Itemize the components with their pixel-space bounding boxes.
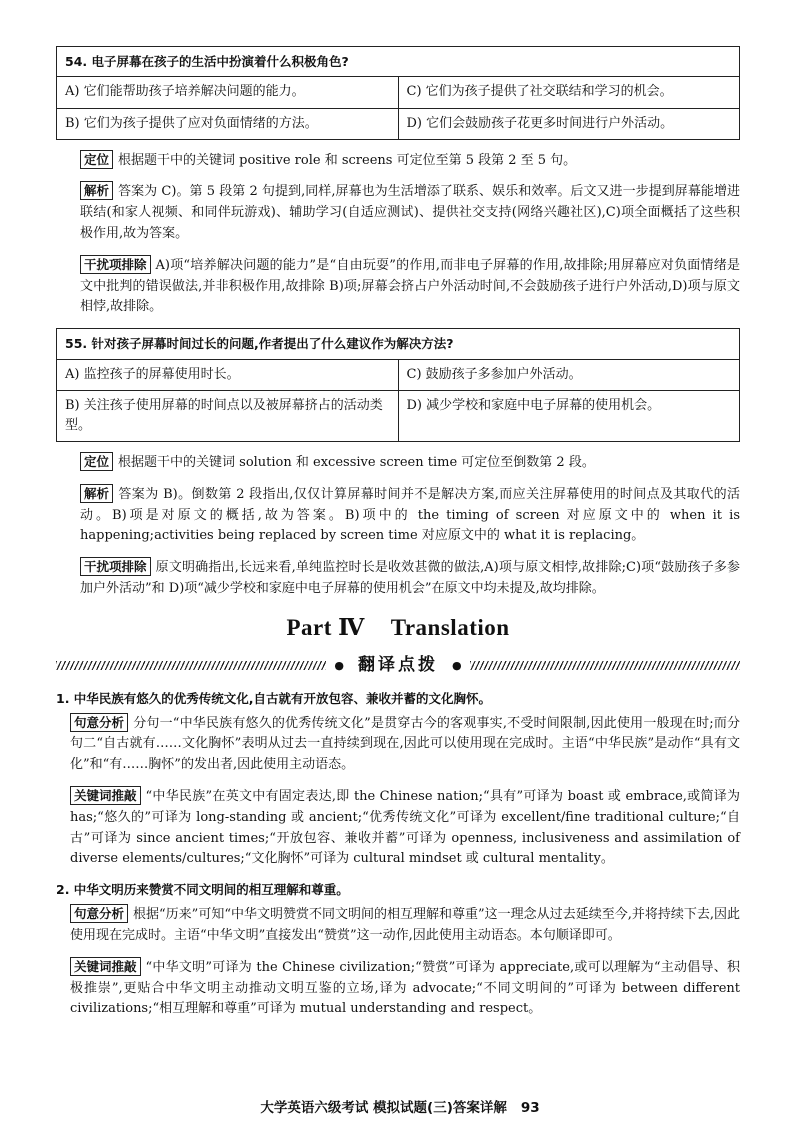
sentence-analysis-text: 分句一“中华民族有悠久的优秀传统文化”是贯穿古今的客观事实,不受时间限制,因此使用一般现在时;而分句二“自古就有……文化胸怀”表明从过去一直持续到现在,因此可以使用现在完成时。主语“中华民族”是动作“具有文化”和“有……胸怀”的发出者,因此使用主动语态。 xyxy=(70,715,740,773)
sentence-analysis-paragraph xyxy=(56,713,740,776)
question-55-stem: 55. 针对孩子屏幕时间过长的问题,作者提出了什么建议作为解决方法? xyxy=(57,329,740,359)
option-b: B) 它们为孩子提供了应对负面情绪的方法。 xyxy=(57,108,399,139)
translation-sentence-2: 2. 中华文明历来赞赏不同文明间的相互理解和尊重。 xyxy=(56,882,349,898)
keyword-text: “中华民族”在英文中有固定表达,即 the Chinese nation;“具有”可译为 boast 或 embrace,或简译为 has;“悠久的”可译为 long-standing 或 ancient;“优秀传统文化”可译为 excellent/fine traditional culture;“自古”可译为 since ancient times;“开放包容、兼收并蓄”可译为 openness, inclusiveness and assimilation of diverse elements/cultures;“文化胸怀”可译为 cultural mindset 或 cultural mentality。 xyxy=(70,789,740,867)
keyword-paragraph xyxy=(56,786,740,870)
locate-paragraph xyxy=(56,452,740,474)
locate-text: 根据题干中的关键词 solution 和 excessive screen time 可定位至倒数第 2 段。 xyxy=(118,455,595,471)
sentence-analysis-paragraph xyxy=(56,904,740,947)
distractor-tag: 干扰项排除 xyxy=(80,255,151,274)
analysis-tag: 解析 xyxy=(80,484,113,503)
option-d: D) 它们会鼓励孩子花更多时间进行户外活动。 xyxy=(398,108,740,139)
question-55-table xyxy=(56,328,740,442)
analysis-text: 答案为 C)。第 5 段第 2 句提到,同样,屏幕也为生活增添了联系、娱乐和效率。后文又进一步提到屏幕能增进联结(和家人视频、和同伴玩游戏)、辅助学习(自适应测试)、提供社交支持(网络兴趣社区),C)项全面概括了这些积极作用,故为答案。 xyxy=(80,184,740,242)
option-b: B) 关注孩子使用屏幕的时间点以及被屏幕挤占的活动类型。 xyxy=(57,390,399,441)
keyword-paragraph xyxy=(56,957,740,1020)
distractor-text: A)项“培养解决问题的能力”是“自由玩耍”的作用,而非电子屏幕的作用,故排除;用屏幕应对负面情绪是文中批判的错误做法,并非积极作用,故排除 B)项;屏幕会挤占户外活动时间,不会鼓励孩子进行户外活动,D)项与原文相悖,故排除。 xyxy=(80,257,740,315)
option-d: D) 减少学校和家庭中电子屏幕的使用机会。 xyxy=(398,390,740,441)
section-divider xyxy=(56,653,740,679)
keyword-tag: 关键词推敲 xyxy=(70,786,141,805)
analysis-paragraph xyxy=(56,181,740,244)
page-footer xyxy=(0,1098,800,1120)
hatch-rule-right xyxy=(470,661,740,670)
footer-title: 大学英语六级考试 模拟试题(三)答案详解 xyxy=(260,1100,507,1116)
analysis-paragraph xyxy=(56,484,740,547)
option-a: A) 监控孩子的屏幕使用时长。 xyxy=(57,359,399,390)
locate-tag: 定位 xyxy=(80,150,113,169)
hatch-rule-left xyxy=(56,661,326,670)
option-a: A) 它们能帮助孩子培养解决问题的能力。 xyxy=(57,77,399,108)
keyword-text: “中华文明”可译为 the Chinese civilization;“赞赏”可译为 appreciate,或可以理解为“主动倡导、积极推崇”,更贴合中华文明主动推动文明互鉴的立场,译为 advocate;“不同文明间的”可译为 between different civilizations;“相互理解和尊重”可译为 mutual understanding and respect。 xyxy=(70,959,740,1017)
bullet-icon: ● xyxy=(452,658,462,672)
part-heading xyxy=(56,610,740,647)
translation-sentence-1: 1. 中华民族有悠久的优秀传统文化,自古就有开放包容、兼收并蓄的文化胸怀。 xyxy=(56,690,492,706)
part-number: Part Ⅳ xyxy=(286,614,365,640)
question-54-table xyxy=(56,46,740,140)
locate-tag: 定位 xyxy=(80,452,113,471)
distractor-text: 原文明确指出,长远来看,单纯监控时长是收效甚微的做法,A)项与原文相悖,故排除;C)项“鼓励孩子多参加户外活动”和 D)项“减少学校和家庭中电子屏幕的使用机会”在原文中均未提及,故均排除。 xyxy=(80,560,740,597)
question-54-stem: 54. 电子屏幕在孩子的生活中扮演着什么积极角色? xyxy=(57,47,740,77)
part-title: Translation xyxy=(390,614,510,640)
distractor-tag: 干扰项排除 xyxy=(80,557,151,576)
section-label: 翻译点拨 xyxy=(358,655,438,676)
distractor-paragraph xyxy=(56,255,740,318)
page-number: 93 xyxy=(520,1100,540,1116)
analysis-tag: 解析 xyxy=(80,181,113,200)
locate-paragraph xyxy=(56,150,740,172)
page-content xyxy=(56,46,740,1030)
sentence-analysis-text: 根据“历来”可知“中华文明赞赏不同文明间的相互理解和尊重”这一理念从过去延续至今,并将持续下去,因此使用现在完成时。主语“中华文明”直接发出“赞赏”这一动作,因此使用主动语态。本句顺译即可。 xyxy=(70,907,740,943)
bullet-icon: ● xyxy=(334,658,344,672)
analysis-text: 答案为 B)。倒数第 2 段指出,仅仅计算屏幕时间并不是解决方案,而应关注屏幕使用的时间点及其取代的活动。B)项是对原文的概括,故为答案。B)项中的 the timing of screen 对应原文中的 when it is happening;activities being replaced by screen time 对应原文中的 what it is replacing。 xyxy=(80,486,740,544)
option-c: C) 鼓励孩子多参加户外活动。 xyxy=(398,359,740,390)
sentence-analysis-tag: 句意分析 xyxy=(70,713,128,732)
sentence-analysis-tag: 句意分析 xyxy=(70,904,128,923)
distractor-paragraph xyxy=(56,557,740,600)
keyword-tag: 关键词推敲 xyxy=(70,957,141,976)
option-c: C) 它们为孩子提供了社交联结和学习的机会。 xyxy=(398,77,740,108)
locate-text: 根据题干中的关键词 positive role 和 screens 可定位至第 5 段第 2 至 5 句。 xyxy=(118,152,577,168)
